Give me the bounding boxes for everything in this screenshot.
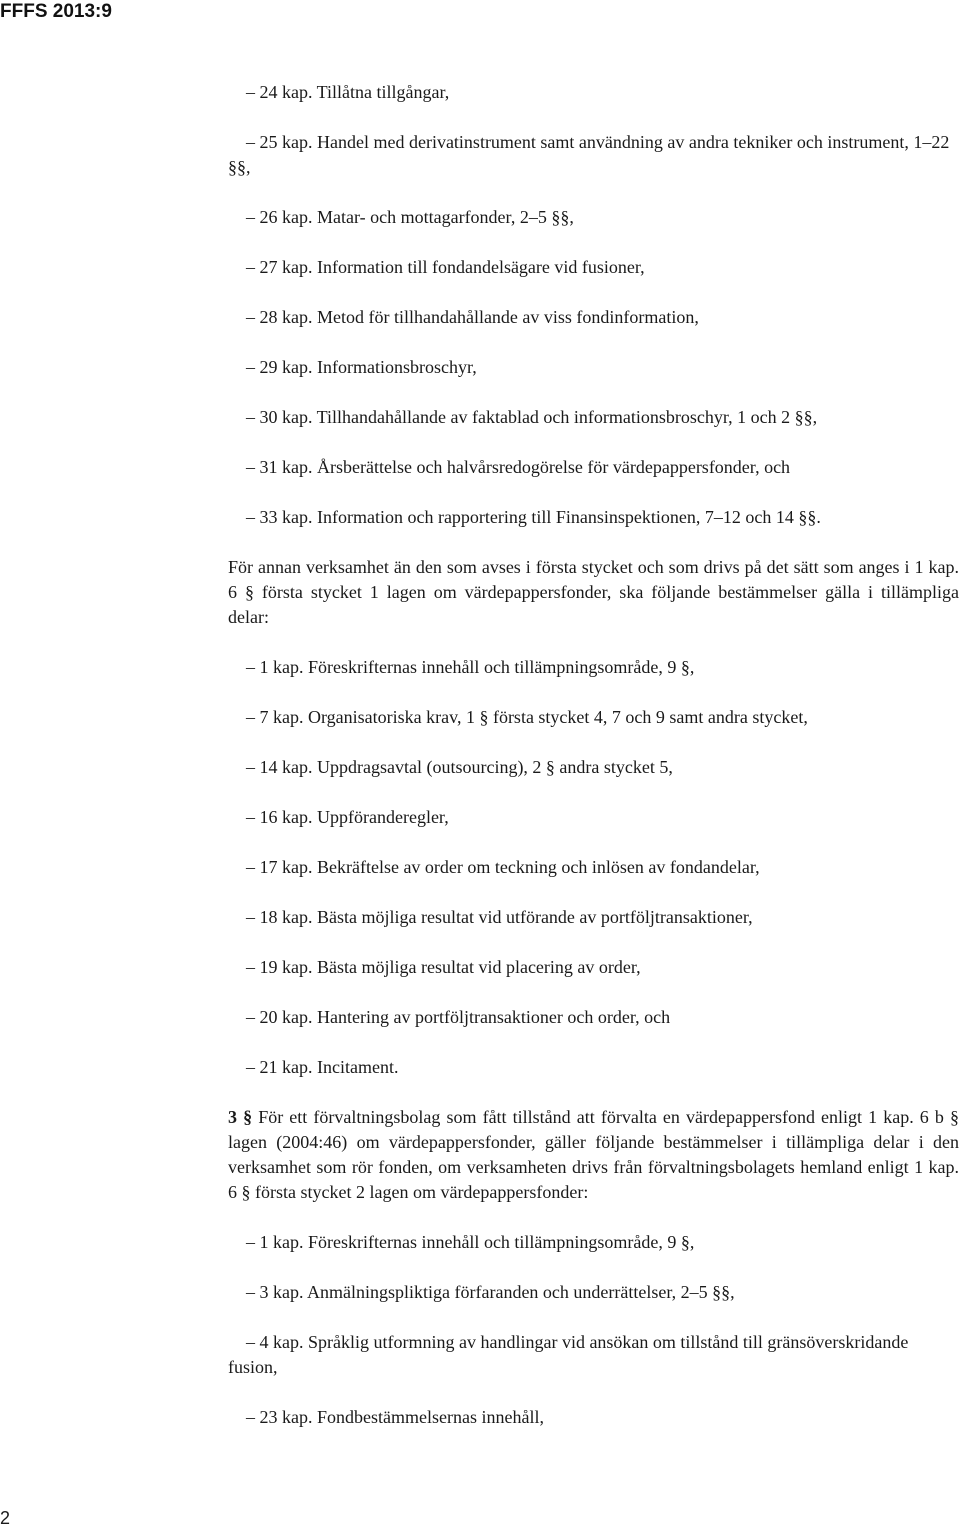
section-text: För ett förvaltningsbolag som fått tillstånd att förvalta en värdepappersfond enligt 1 kap. 6 b § lagen (2004:46) om värdepappersfonder, gäller följande bestämmelser i tillämpliga delar i den verksamhet som rör fonden, om verksamheten drivs från förvaltningsbolagets hemland enligt 1 kap. 6 § första stycket 2 lagen om värdepappersfonder: (228, 1107, 960, 1202)
list-item: – 4 kap. Språklig utformning av handlingar vid ansökan om tillstånd till gränsöverskridande fusion, (228, 1332, 909, 1377)
list-item: – 23 kap. Fondbestämmelsernas innehåll, (246, 1407, 544, 1427)
list-item: – 27 kap. Information till fondandelsägare vid fusioner, (246, 257, 645, 277)
section-number: 3 § (228, 1107, 253, 1127)
paragraph-section-3 (228, 1105, 959, 1205)
list-item: – 21 kap. Incitament. (246, 1057, 399, 1077)
document-header: FFFS 2013:9 (0, 1, 112, 22)
chapter-list-c (228, 1230, 959, 1430)
page-number: 2 (0, 1508, 11, 1528)
list-item: – 1 kap. Föreskrifternas innehåll och tillämpningsområde, 9 §, (246, 657, 695, 677)
list-item: – 18 kap. Bästa möjliga resultat vid utförande av portföljtransaktioner, (246, 907, 753, 927)
chapter-list-a (228, 80, 959, 530)
paragraph-other-activity: För annan verksamhet än den som avses i första stycket och som drivs på det sätt som anges i 1 kap. 6 § första stycket 1 lagen om värdepappersfonder, ska följande bestämmelser gälla i tillämpliga delar: (228, 557, 959, 627)
chapter-list-b (228, 655, 959, 1080)
list-item: – 29 kap. Informationsbroschyr, (246, 357, 477, 377)
list-item: – 28 kap. Metod för tillhandahållande av viss fondinformation, (246, 307, 699, 327)
list-item: – 19 kap. Bästa möjliga resultat vid placering av order, (246, 957, 641, 977)
list-item: – 14 kap. Uppdragsavtal (outsourcing), 2 § andra stycket 5, (246, 757, 673, 777)
list-item: – 31 kap. Årsberättelse och halvårsredogörelse för värdepappersfonder, och (246, 457, 791, 477)
list-item: – 17 kap. Bekräftelse av order om teckning och inlösen av fondandelar, (246, 857, 760, 877)
list-item: – 3 kap. Anmälningspliktiga förfaranden och underrättelser, 2–5 §§, (246, 1282, 735, 1302)
list-item: – 25 kap. Handel med derivatinstrument samt användning av andra tekniker och instrument, 1–22 §§, (228, 132, 950, 177)
list-item: – 20 kap. Hantering av portföljtransaktioner och order, och (246, 1007, 671, 1027)
list-item: – 30 kap. Tillhandahållande av faktablad och informationsbroschyr, 1 och 2 §§, (246, 407, 818, 427)
list-item: – 1 kap. Föreskrifternas innehåll och tillämpningsområde, 9 §, (246, 1232, 695, 1252)
list-item: – 16 kap. Uppföranderegler, (246, 807, 449, 827)
list-item: – 26 kap. Matar- och mottagarfonder, 2–5 §§, (246, 207, 574, 227)
list-item: – 7 kap. Organisatoriska krav, 1 § första stycket 4, 7 och 9 samt andra stycket, (246, 707, 808, 727)
document-body (228, 80, 959, 1455)
list-item: – 33 kap. Information och rapportering till Finansinspektionen, 7–12 och 14 §§. (246, 507, 821, 527)
list-item: – 24 kap. Tillåtna tillgångar, (246, 82, 450, 102)
